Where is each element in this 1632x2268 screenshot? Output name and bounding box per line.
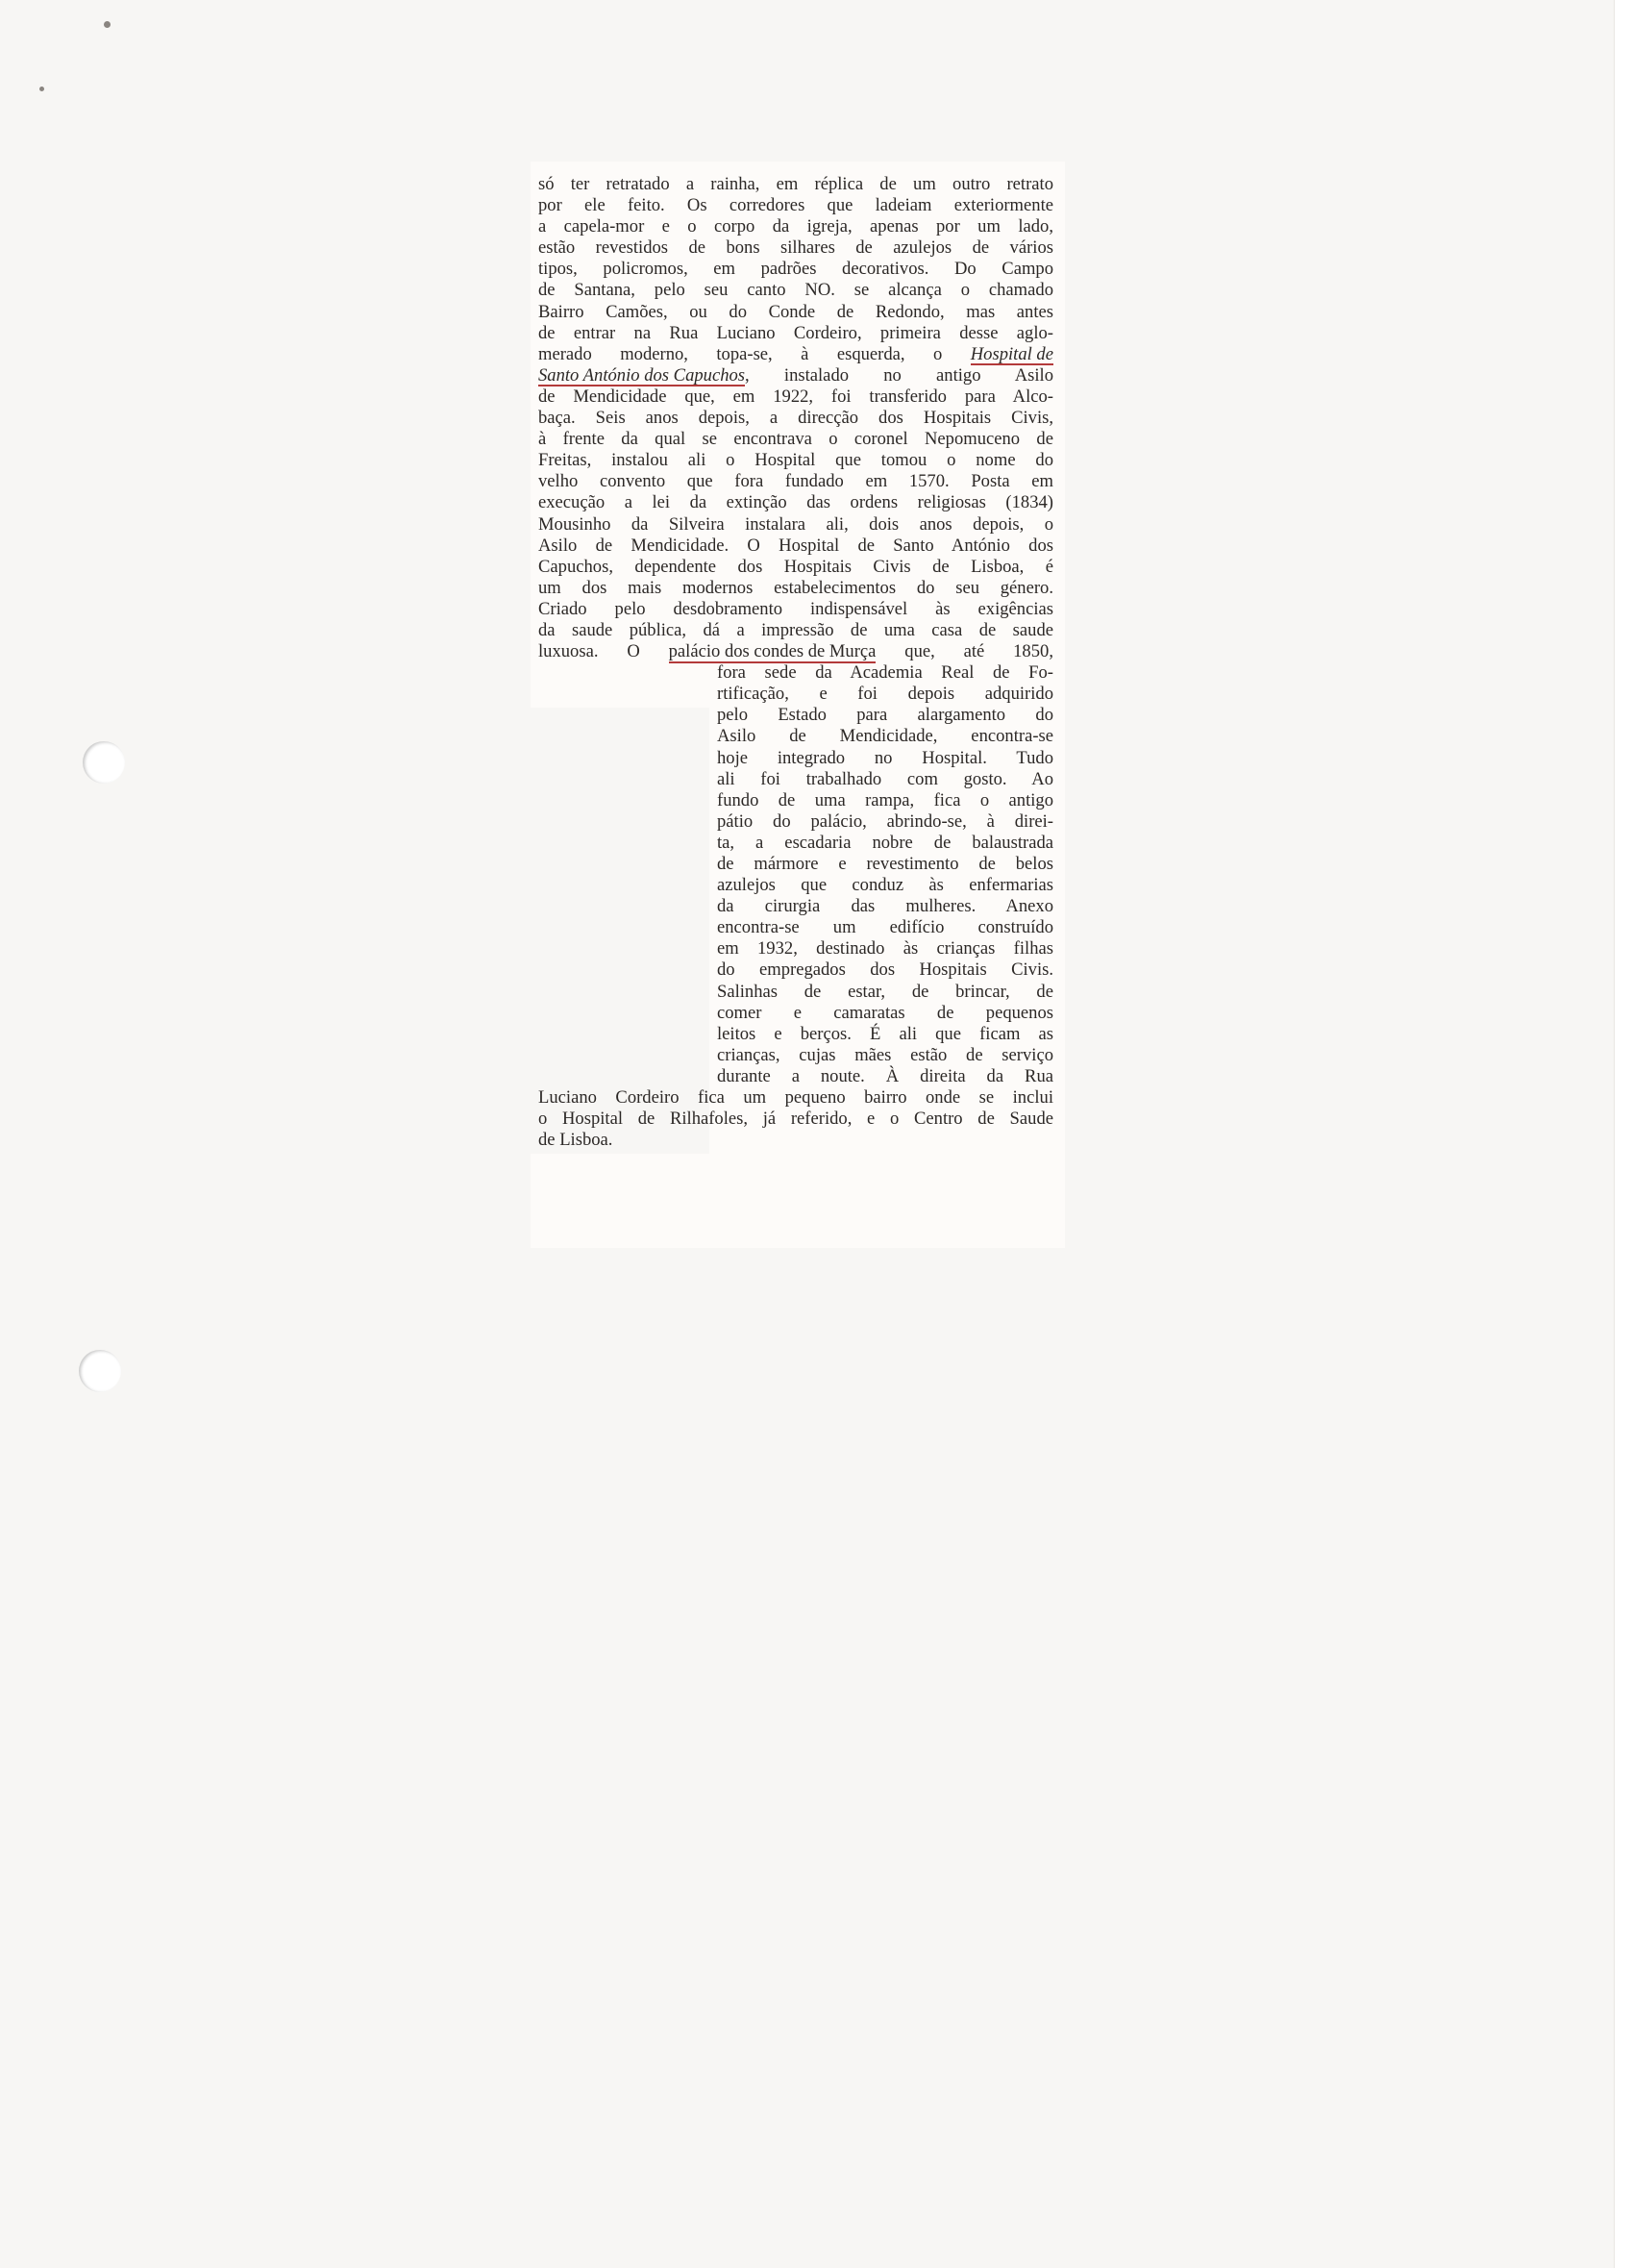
text-line: de Lisboa. (538, 1130, 613, 1151)
text-line: velho convento que fora fundado em 1570. Posta em (538, 471, 1053, 492)
text-line: de entrar na Rua Luciano Cordeiro, primeira desse aglo- (538, 322, 1053, 343)
dust-speck (104, 21, 111, 28)
text-line: pelo Estado para alargamento do (717, 705, 1053, 726)
text-line: leitos e berços. É ali que ficam as (717, 1023, 1053, 1044)
text-line: crianças, cujas mães estão de serviço (717, 1044, 1053, 1065)
underlined-hospital-name: Hospital de (970, 343, 1053, 364)
text-line: ta, a escadaria nobre de balaustrada (717, 832, 1053, 853)
text-line: de mármore e revestimento de belos (717, 854, 1053, 874)
text-line: encontra-se um edifício construído (717, 917, 1053, 938)
text-line: um dos mais modernos estabelecimentos do seu género. (538, 577, 1053, 598)
text-line: Luciano Cordeiro fica um pequeno bairro onde se inclui (538, 1087, 1053, 1109)
underlined-hospital-name-cont: Santo António dos Capuchos (538, 364, 746, 386)
text-line: Asilo de Mendicidade. O Hospital de Santo António dos (538, 535, 1053, 556)
text-line: de Mendicidade que, em 1922, foi transferido para Alco- (538, 386, 1053, 407)
dust-speck (39, 87, 44, 91)
punch-hole-upper (83, 741, 125, 784)
text-line: à frente da qual se encontrava o coronel Nepomuceno de (538, 429, 1053, 450)
text-line: comer e camaratas de pequenos (717, 1002, 1053, 1023)
text-line: Asilo de Mendicidade, encontra-se (717, 726, 1053, 747)
text-line: Capuchos, dependente dos Hospitais Civis de Lisboa, é (538, 556, 1053, 577)
text-line: por ele feito. Os corredores que ladeiam exteriormente (538, 195, 1053, 216)
scan-edge (1615, 0, 1632, 2268)
text-line (538, 365, 1053, 386)
text-line: o Hospital de Rilhafoles, já referido, e o Centro de Saude (538, 1109, 1053, 1130)
text-segment: merado moderno, topa-se, à esquerda, o (538, 343, 943, 364)
text-line: Criado pelo desdobramento indispensável às exigências (538, 598, 1053, 619)
text-line: rtificação, e foi depois adquirido (717, 684, 1053, 705)
text-line: fundo de uma rampa, fica o antigo (717, 789, 1053, 810)
text-line: durante a noute. À direita da Rua (717, 1065, 1053, 1086)
text-line: hoje integrado no Hospital. Tudo (717, 747, 1053, 768)
text-line: em 1932, destinado às crianças filhas (717, 938, 1053, 960)
text-line: ali foi trabalhado com gosto. Ao (717, 768, 1053, 789)
text-line: Mousinho da Silveira instalara ali, dois anos depois, o (538, 513, 1053, 535)
text-line: da saude pública, dá a impressão de uma casa de saude (538, 619, 1053, 640)
text-line: estão revestidos de bons silhares de azulejos de vários (538, 237, 1053, 259)
text-segment: luxuosa. O (538, 641, 640, 662)
text-line: pátio do palácio, abrindo-se, à direi- (717, 810, 1053, 832)
article-text (538, 174, 1053, 1151)
text-line: da cirurgia das mulheres. Anexo (717, 896, 1053, 917)
text-segment: que, até 1850, (904, 641, 1053, 662)
text-line: fora sede da Academia Real de Fo- (717, 662, 1053, 684)
text-line: de Santana, pelo seu canto NO. se alcança o chamado (538, 280, 1053, 301)
text-line: baça. Seis anos depois, a direcção dos Hospitais Civis, (538, 408, 1053, 429)
text-line (538, 344, 1053, 365)
text-line: execução a lei da extinção das ordens religiosas (1834) (538, 492, 1053, 513)
underlined-palace-name: palácio dos condes de Murça (668, 641, 877, 662)
text-line (538, 641, 1053, 662)
text-line: Bairro Camões, ou do Conde de Redondo, mas antes (538, 301, 1053, 322)
punch-hole-lower (79, 1350, 121, 1392)
text-segment: , instalado no antigo Asilo (745, 364, 1053, 386)
text-line: do empregados dos Hospitais Civis. (717, 960, 1053, 981)
text-line: Freitas, instalou ali o Hospital que tomou o nome do (538, 450, 1053, 471)
text-line: Salinhas de estar, de brincar, de (717, 981, 1053, 1002)
text-line: só ter retratado a rainha, em réplica de um outro retrato (538, 174, 1053, 194)
text-line: azulejos que conduz às enfermarias (717, 875, 1053, 896)
text-line: a capela-mor e o corpo da igreja, apenas por um lado, (538, 216, 1053, 237)
text-line: tipos, policromos, em padrões decorativos. Do Campo (538, 259, 1053, 280)
